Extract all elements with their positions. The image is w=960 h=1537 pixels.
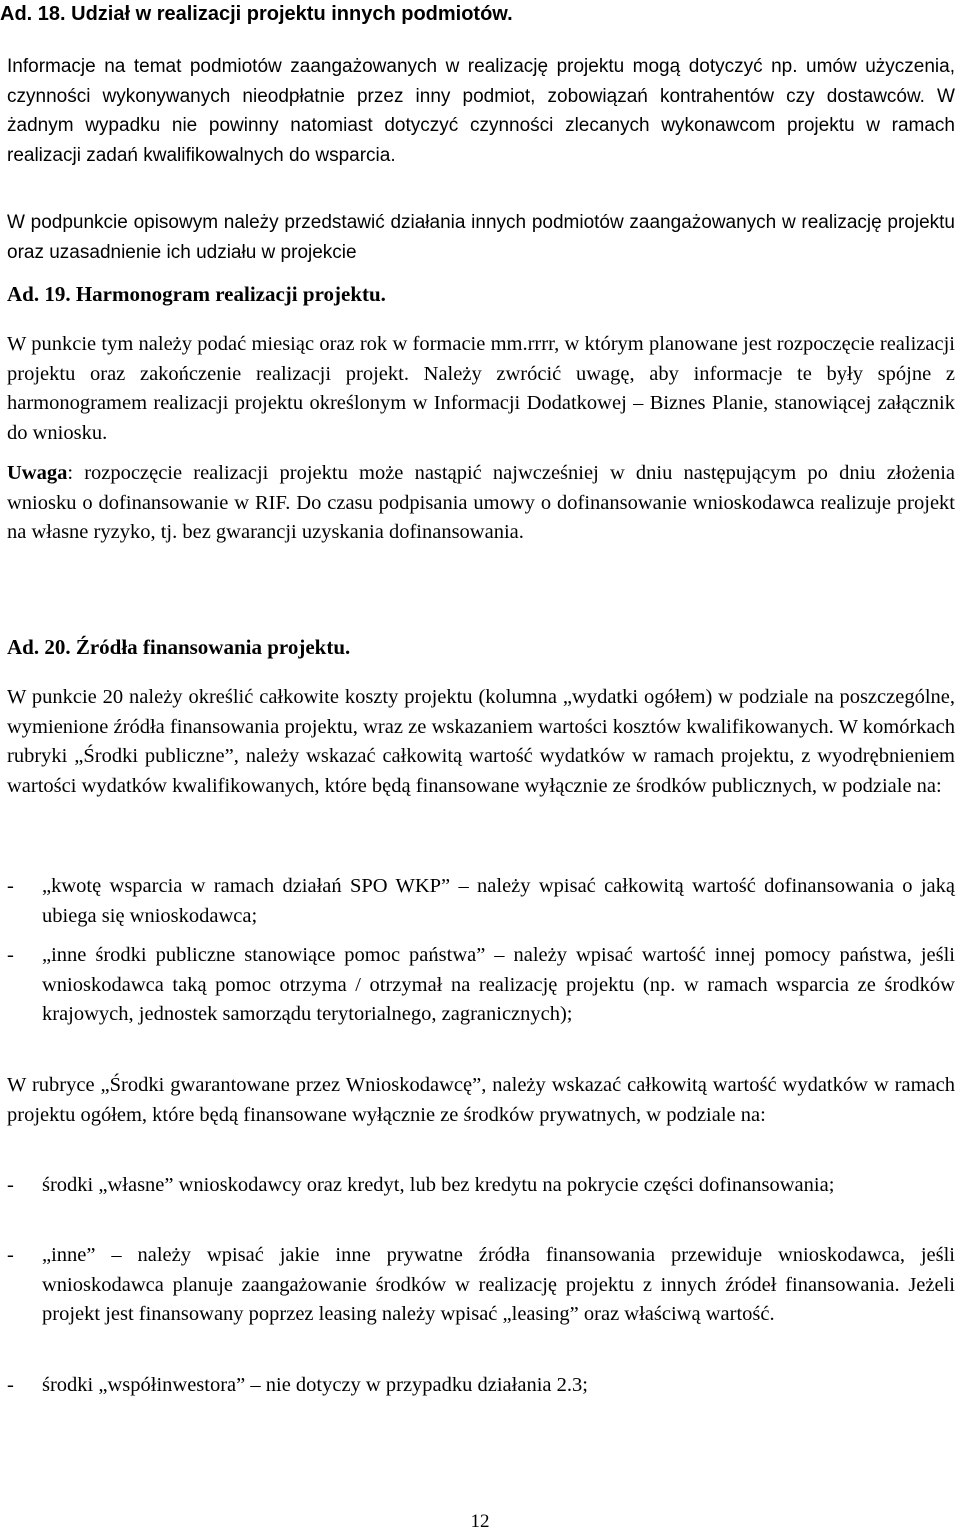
list-item <box>7 1241 955 1330</box>
list-dash: - <box>7 1174 14 1196</box>
section-19-note <box>7 459 955 548</box>
section-18-paragraph-1: Informacje na temat podmiotów zaangażowanych w realizację projektu mogą dotyczyć np. umów użyczenia, czynności wykonywanych nieodpłatnie przez inny podmiot, zobowiązań kontrahentów czy dostawców. W żadnym wypadku nie powinny natomiast dotyczyć czynności zlecanych wykonawcom projektu w ramach realizacji zadań kwalifikowalnych do wsparcia. <box>7 56 955 166</box>
page-number: 12 <box>470 1511 490 1532</box>
list-dash: - <box>7 1374 14 1396</box>
list-item <box>7 1371 955 1401</box>
list-item-text: środki „własne” wnioskodawcy oraz kredyt, lub bez kredytu na pokrycie części dofinansowania; <box>42 1174 835 1196</box>
list-item-text: „inne” – należy wpisać jakie inne prywatne źródła finansowania przewiduje wnioskodawca, jeśli wnioskodawca planuje zaangażowanie środków w realizację projektu z innych źródeł finansowania. Jeżeli projekt jest finansowany poprzez leasing należy wpisać „leasing” oraz właściwą wartość. <box>42 1244 955 1325</box>
note-text: : rozpoczęcie realizacji projektu może nastąpić najwcześniej w dniu następującym po dniu złożenia wniosku o dofinansowanie w RIF. Do czasu podpisania umowy o dofinansowanie wnioskodawca realizuje projekt na własne ryzyko, tj. bez gwarancji uzyskania dofinansowania. <box>7 462 955 543</box>
section-18-paragraph-2: W podpunkcie opisowym należy przedstawić działania innych podmiotów zaangażowanych w realizację projektu oraz uzasadnienie ich udziału w projekcie <box>7 212 955 263</box>
section-20-paragraph-2: W rubryce „Środki gwarantowane przez Wnioskodawcę”, należy wskazać całkowitą wartość wydatków w ramach projektu ogółem, które będą finansowane wyłącznie ze środków prywatnych, w podziale na: <box>7 1074 955 1126</box>
list-item-text: środki „współinwestora” – nie dotyczy w przypadku działania 2.3; <box>42 1374 588 1396</box>
list-item-text: „inne środki publiczne stanowiące pomoc państwa” – należy wpisać wartość innej pomocy państwa, jeśli wnioskodawca taką pomoc otrzyma / otrzymał na realizację projektu (np. w ramach wsparcia ze środków krajowych, jednostek samorządu terytorialnego, zagranicznych); <box>42 944 955 1025</box>
list-dash: - <box>7 944 14 966</box>
section-19-heading: Ad. 19. Harmonogram realizacji projektu. <box>7 282 386 306</box>
list-item <box>7 1171 955 1201</box>
section-20-paragraph-1: W punkcie 20 należy określić całkowite koszty projektu (kolumna „wydatki ogółem) w podziale na poszczególne, wymienione źródła finansowania projektu, wraz ze wskazaniem wartości kosztów kwalifikowanych. W komórkach rubryki „Środki publiczne”, należy wskazać całkowitą wartość wydatków w ramach projektu, z wyodrębnieniem wartości wydatków kwalifikowanych, które będą finansowane wyłącznie ze środków publicznych, w podziale na: <box>7 686 955 797</box>
section-19-paragraph-1: W punkcie tym należy podać miesiąc oraz rok w formacie mm.rrrr, w którym planowane jest rozpoczęcie realizacji projektu oraz zakończenie realizacji projekt. Należy zwrócić uwagę, aby informacje te były spójne z harmonogramem realizacji projektu określonym w Informacji Dodatkowej – Biznes Planie, stanowiącej załącznik do wniosku. <box>7 333 955 444</box>
list-item <box>7 872 955 931</box>
section-18-heading: Ad. 18. Udział w realizacji projektu innych podmiotów. <box>0 3 513 25</box>
section-20-heading: Ad. 20. Źródła finansowania projektu. <box>7 635 351 659</box>
list-dash: - <box>7 1244 14 1266</box>
list-dash: - <box>7 875 14 897</box>
note-label: Uwaga <box>7 462 68 484</box>
list-item <box>7 941 955 1030</box>
list-item-text: „kwotę wsparcia w ramach działań SPO WKP” – należy wpisać całkowitą wartość dofinansowania o jaką ubiega się wnioskodawca; <box>42 875 955 927</box>
